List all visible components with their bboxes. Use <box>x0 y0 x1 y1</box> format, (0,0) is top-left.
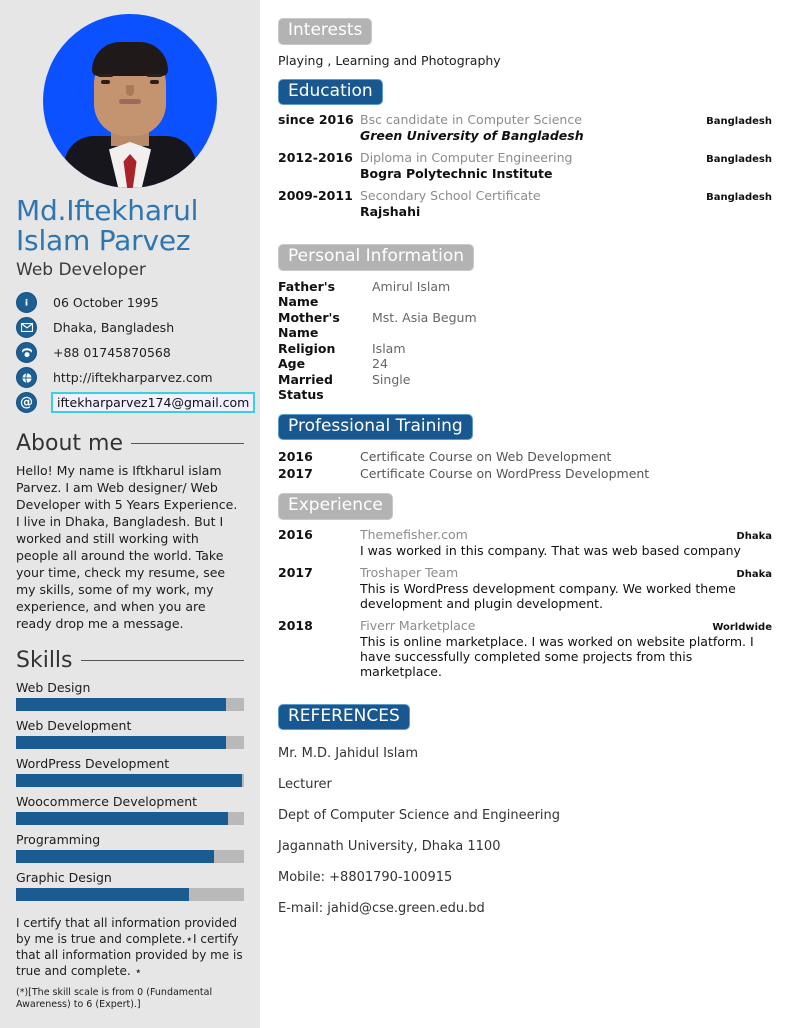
entry-body <box>360 150 772 181</box>
entry-year: 2012-2016 <box>278 150 353 166</box>
skill-bar <box>16 850 244 863</box>
section-title-references: REFERENCES <box>278 704 410 731</box>
job-title: Web Developer <box>16 260 146 280</box>
entry-title: Troshaper Team <box>360 564 459 580</box>
section-title-personal-information: Personal Information <box>278 244 474 271</box>
personal-info-key: Age <box>278 356 306 372</box>
skill-label: Web Development <box>16 718 132 733</box>
email-text[interactable]: iftekharparvez174@gmail.com <box>51 392 255 413</box>
about-heading-label: About me <box>16 431 124 456</box>
certification-text: I certify that all information provided by me is true and complete.⋆I certify that all information provided by me is true and complete. ⋆ <box>16 916 243 978</box>
skill-bar-fill <box>16 850 214 863</box>
education-list <box>278 112 772 219</box>
entry-top <box>360 188 772 203</box>
section-education <box>278 79 772 220</box>
personal-info-value: Mst. Asia Begum <box>372 309 477 325</box>
skill-bar <box>16 698 244 711</box>
skill-bar-fill <box>16 698 226 711</box>
reference-line: E-mail: jahid@cse.green.edu.bd <box>278 901 485 917</box>
training-year: 2017 <box>278 466 313 482</box>
interests-text: Playing , Learning and Photography <box>278 52 501 68</box>
skill-bar-fill <box>16 888 189 901</box>
entry-subtitle: I was worked in this company. That was web based company <box>360 542 741 558</box>
reference-line: Jagannath University, Dhaka 1100 <box>278 839 501 855</box>
training-text: Certificate Course on WordPress Development <box>360 466 650 482</box>
about-heading <box>16 431 244 456</box>
globe-icon <box>16 367 37 388</box>
info-icon <box>16 292 37 313</box>
contact-row-website[interactable] <box>16 365 244 390</box>
personal-info-row <box>278 341 772 357</box>
entry-top <box>360 527 772 542</box>
entry-row <box>278 565 772 611</box>
personal-info-value: Amirul Islam <box>372 278 451 294</box>
location-text: Dhaka, Bangladesh <box>53 320 175 335</box>
reference-line: Dept of Computer Science and Engineering <box>278 808 561 824</box>
personal-info-key: Religion <box>278 340 336 356</box>
section-title-professional-training: Professional Training <box>278 414 473 441</box>
entry-top <box>360 112 772 127</box>
training-year: 2016 <box>278 449 313 465</box>
personal-info-key: Married Status <box>278 371 333 403</box>
personal-info-value: Single <box>372 371 411 387</box>
section-title-interests: Interests <box>278 18 372 45</box>
birthdate-text: 06 October 1995 <box>53 295 159 310</box>
reference-line: Mobile: +8801790-100915 <box>278 870 453 886</box>
entry-location: Dhaka <box>736 530 772 542</box>
phone-icon <box>16 342 37 363</box>
entry-title: Secondary School Certificate <box>360 188 541 204</box>
entry-body <box>360 618 772 679</box>
training-row <box>278 448 772 465</box>
skill-bar <box>16 774 244 787</box>
entry-title: Themefisher.com <box>360 526 468 542</box>
phone-text: +88 01745870568 <box>53 345 171 360</box>
entry-row <box>278 150 772 181</box>
entry-row <box>278 527 772 558</box>
entry-subtitle: This is WordPress development company. We worked theme development and plugin development. <box>360 580 736 611</box>
at-sign-icon: @ <box>16 392 37 413</box>
entry-top <box>360 150 772 165</box>
personal-info-row <box>278 372 772 403</box>
section-personal-information <box>278 244 772 403</box>
entry-subtitle: This is online marketplace. I was worked on website platform. I have successfully completed some projects from this marketplace. <box>360 633 754 679</box>
personal-info-key: Mother's Name <box>278 309 340 341</box>
section-references <box>278 704 772 917</box>
entry-location: Bangladesh <box>706 192 772 204</box>
entry-top <box>360 618 772 633</box>
avatar-container <box>16 0 244 188</box>
entry-year: 2018 <box>278 617 313 633</box>
skill-label: Graphic Design <box>16 870 112 885</box>
section-title-education: Education <box>278 79 383 106</box>
training-text: Certificate Course on Web Development <box>360 449 612 465</box>
website-text[interactable]: http://iftekharparvez.com <box>53 370 213 385</box>
skills-heading <box>16 648 244 673</box>
heading-rule <box>131 443 244 444</box>
contact-list <box>16 290 250 415</box>
entry-top <box>360 565 772 580</box>
entry-year: since 2016 <box>278 112 354 128</box>
personal-info-value: Islam <box>372 340 406 356</box>
sidebar <box>0 0 260 1028</box>
entry-row <box>278 618 772 679</box>
entry-body <box>360 188 772 219</box>
main-content <box>260 0 794 1028</box>
entry-title: Bsc candidate in Computer Science <box>360 112 582 128</box>
personal-info-row <box>278 356 772 372</box>
avatar <box>43 14 217 188</box>
entry-subtitle: Rajshahi <box>360 204 421 220</box>
entry-subtitle: Bogra Polytechnic Institute <box>360 166 553 182</box>
contact-row-email[interactable] <box>16 390 250 415</box>
entry-row <box>278 112 772 143</box>
skill-bar <box>16 736 244 749</box>
section-title-experience: Experience <box>278 493 393 520</box>
about-text: Hello! My name is Iftkharul islam Parvez. I am Web designer/ Web Developer with 5 Years Experience. I live in Dhaka, Bangladesh. But I worked and still working with people all around the world. Take your time, check my resume, see my skills, some of my work, my experience, and when you are ready drop me a message. <box>16 463 238 631</box>
entry-location: Dhaka <box>736 568 772 580</box>
section-experience <box>278 493 772 679</box>
section-professional-training <box>278 414 772 483</box>
personal-info-row <box>278 279 772 310</box>
entry-year: 2017 <box>278 564 313 580</box>
entry-title: Diploma in Computer Engineering <box>360 150 573 166</box>
personal-info-value: 24 <box>372 356 388 372</box>
skill-bar-fill <box>16 812 228 825</box>
entry-title: Fiverr Marketplace <box>360 617 476 633</box>
skill-label: Programming <box>16 832 101 847</box>
personal-info-key: Father's Name <box>278 278 336 310</box>
experience-list <box>278 527 772 679</box>
entry-location: Worldwide <box>712 621 772 633</box>
skills-heading-label: Skills <box>16 648 73 673</box>
entry-body <box>360 112 772 143</box>
references-list <box>278 746 772 916</box>
skill-label: Web Design <box>16 680 91 695</box>
skill-bar-fill <box>16 736 226 749</box>
entry-year: 2016 <box>278 526 313 542</box>
entry-subtitle: Green University of Bangladesh <box>360 128 584 144</box>
page-title: Md.Iftekharul Islam Parvez <box>16 194 199 257</box>
contact-row-location <box>16 315 244 340</box>
skill-bar <box>16 812 244 825</box>
training-row <box>278 465 772 482</box>
entry-year: 2009-2011 <box>278 188 353 204</box>
entry-location: Bangladesh <box>706 154 772 166</box>
skills-list <box>16 680 244 901</box>
reference-line: Lecturer <box>278 777 332 793</box>
heading-rule <box>81 660 244 661</box>
section-interests <box>278 18 772 68</box>
contact-row-birthdate <box>16 290 244 315</box>
entry-body <box>360 565 772 611</box>
contact-row-phone <box>16 340 244 365</box>
entry-row <box>278 188 772 219</box>
entry-location: Bangladesh <box>706 116 772 128</box>
entry-body <box>360 527 772 558</box>
skill-label: Woocommerce Development <box>16 794 198 809</box>
skill-label: WordPress Development <box>16 756 170 771</box>
reference-line: Mr. M.D. Jahidul Islam <box>278 746 418 762</box>
training-list <box>278 448 772 482</box>
personal-info-row <box>278 310 772 341</box>
skill-bar <box>16 888 244 901</box>
skill-scale-note: (*)[The skill scale is from 0 (Fundamental Awareness) to 6 (Expert).] <box>16 987 213 1010</box>
envelope-icon <box>16 317 37 338</box>
skill-bar-fill <box>16 774 242 787</box>
personal-information-list <box>278 279 772 403</box>
